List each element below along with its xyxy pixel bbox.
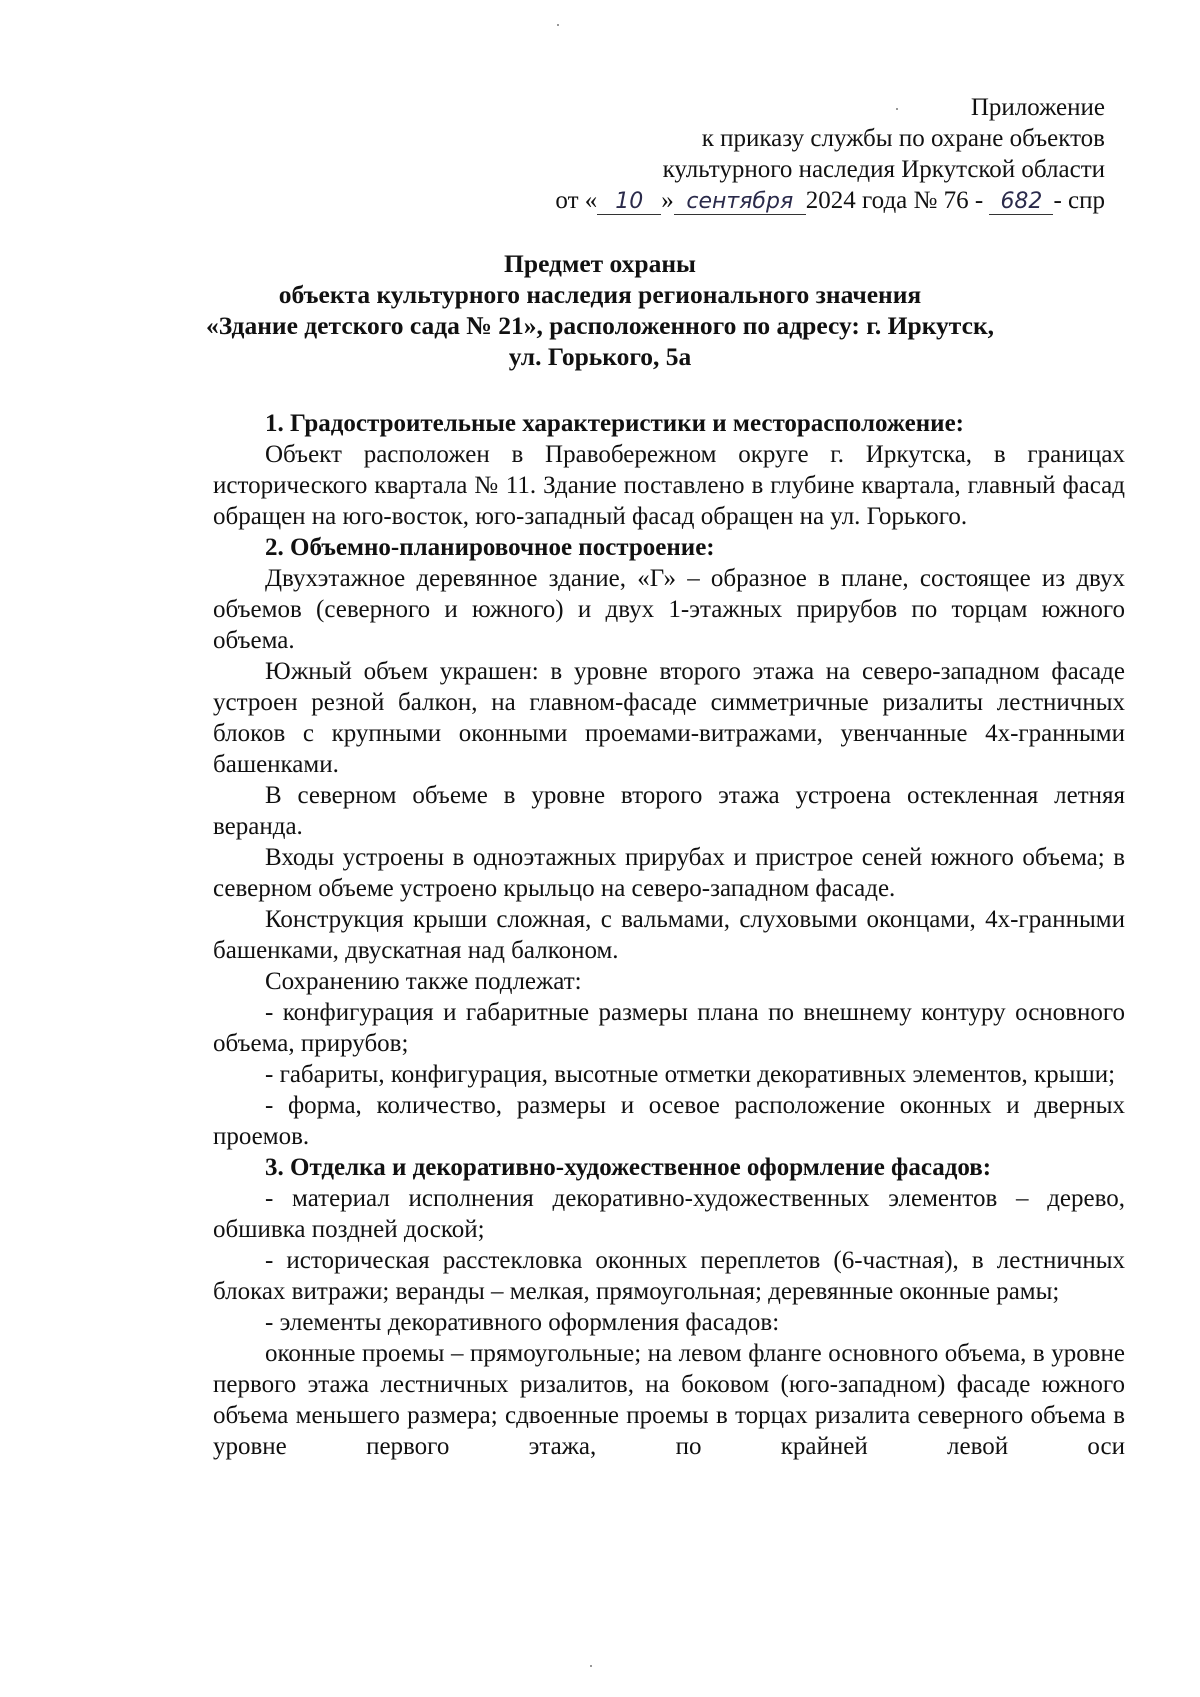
list-item: - габариты, конфигурация, высотные отметки декоративных элементов, крыши; xyxy=(265,1061,1116,1088)
appendix-header xyxy=(555,92,1105,216)
title-line-4: ул. Горького, 5а xyxy=(508,342,692,371)
list-item: - конфигурация и габаритные размеры плана по внешнему контуру основного объема, прирубов; xyxy=(213,999,1125,1057)
section-3-heading: 3. Отделка и декоративно-художественное оформление фасадов: xyxy=(265,1154,992,1181)
title-line-2: объекта культурного наследия регионального значения xyxy=(278,280,922,309)
list-item: - материал исполнения декоративно-художественных элементов – дерево, обшивка поздней доской; xyxy=(213,1185,1125,1243)
list-item: - историческая расстекловка оконных переплетов (6-частная), в лестничных блоках витражи; веранды – мелкая, прямоугольная; деревянные оконные рамы; xyxy=(213,1247,1125,1305)
authority-name: культурного наследия Иркутской области xyxy=(662,156,1105,183)
handwritten-order-number: 682 xyxy=(989,190,1053,215)
order-suffix: - спр xyxy=(1053,187,1105,214)
paragraph: оконные проемы – прямоугольные; на левом фланге основного объема, в уровне первого этажа лестничных ризалитов, на боковом (юго-западном) фасаде южного объема меньшего размера; сдвоенные проемы в торцах ризалита северного объема в уровне первого этажа, по крайней левой оси xyxy=(213,1340,1125,1460)
order-date-line xyxy=(555,185,1105,216)
handwritten-month: сентября xyxy=(674,190,806,215)
paragraph: Сохранению также подлежат: xyxy=(265,968,582,995)
section-1-heading: 1. Градостроительные характеристики и месторасположение: xyxy=(265,410,964,437)
paragraph: Объект расположен в Правобережном округе г. Иркутска, в границах исторического квартала № 11. Здание поставлено в глубине квартала, главный фасад обращен на юго-восток, юго-западный фасад обращен на ул. Горького. xyxy=(213,441,1125,530)
section-2-heading: 2. Объемно-планировочное построение: xyxy=(265,534,715,561)
date-prefix: от « xyxy=(555,187,598,214)
title-line-1: Предмет охраны xyxy=(504,249,696,278)
paragraph: Двухэтажное деревянное здание, «Г» – образное в плане, состоящее из двух объемов (северного и южного) и двух 1-этажных прирубов по торцам южного объема. xyxy=(213,565,1125,654)
date-year: 2024 года № 76 - xyxy=(805,187,984,214)
appendix-label: Приложение xyxy=(970,94,1105,121)
document-title xyxy=(120,248,1080,372)
title-line-3: «Здание детского сада № 21», расположенного по адресу: г. Иркутск, xyxy=(205,311,995,340)
paragraph: Конструкция крыши сложная, с вальмами, слуховыми оконцами, 4х-гранными башенками, двускатная над балконом. xyxy=(213,906,1125,964)
handwritten-day: 10 xyxy=(597,190,661,215)
paragraph: Южный объем украшен: в уровне второго этажа на северо-западном фасаде устроен резной балкон, на главном-фасаде симметричные ризалиты лестничных блоков с крупными оконными проемами-витражами, увенчанные 4х-гранными башенками. xyxy=(213,658,1125,778)
paragraph: Входы устроены в одноэтажных прирубах и пристрое сеней южного объема; в северном объеме устроено крыльцо на северо-западном фасаде. xyxy=(213,844,1125,902)
order-reference: к приказу службы по охране объектов xyxy=(701,125,1105,152)
scan-speck xyxy=(590,1665,592,1667)
document-body xyxy=(213,408,1125,1462)
date-separator: » xyxy=(661,187,674,214)
paragraph: В северном объеме в уровне второго этажа устроена остекленная летняя веранда. xyxy=(213,782,1125,840)
scan-speck xyxy=(557,24,559,26)
list-item: - элементы декоративного оформления фасадов: xyxy=(265,1309,780,1336)
list-item: - форма, количество, размеры и осевое расположение оконных и дверных проемов. xyxy=(213,1092,1125,1150)
